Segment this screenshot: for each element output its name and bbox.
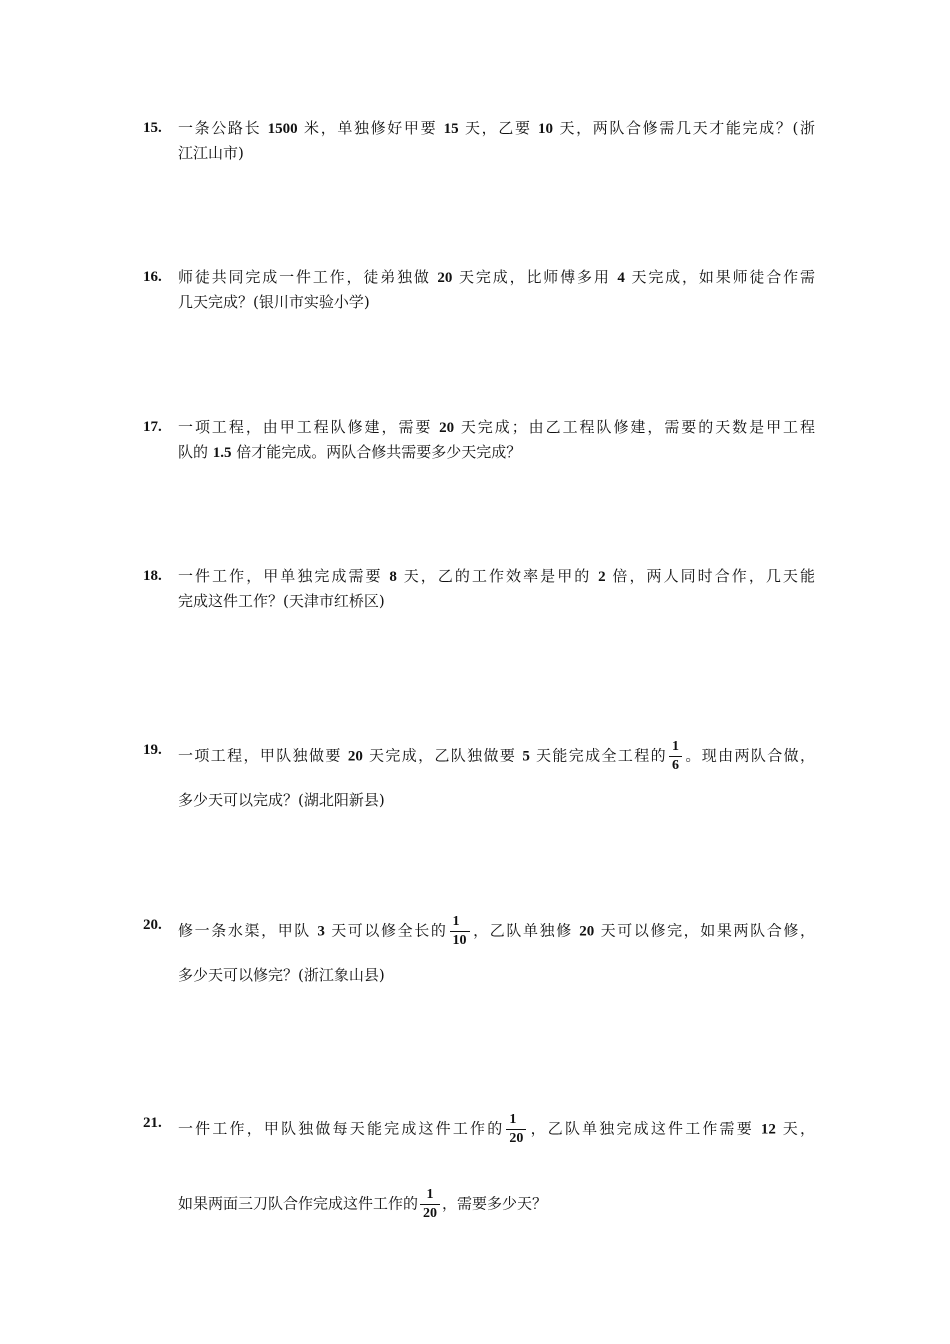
problem-18 <box>143 564 815 624</box>
fraction-numerator: 1 <box>506 1111 526 1130</box>
text-run: 天，乙要 <box>458 119 539 137</box>
fraction-denominator: 10 <box>452 933 467 948</box>
problem-17 <box>143 415 815 475</box>
text-run: 天，乙的工作效率是甲的 <box>396 567 599 585</box>
fraction <box>450 913 470 950</box>
text-run: 天， <box>775 1119 815 1138</box>
text-run: 天完成；由乙工程队修建，需要的天数是甲工程 <box>454 418 815 436</box>
number-value: 5 <box>522 748 530 765</box>
text-run: 倍才能完成。两队合修共需要多少天完成？ <box>231 443 522 461</box>
text-run: 一项工程，由甲工程队修建，需要 <box>178 418 440 436</box>
fraction-denominator: 20 <box>423 1206 438 1221</box>
problem-line <box>178 116 815 141</box>
number-value: 1500 <box>267 121 298 137</box>
number-value: 4 <box>617 270 625 286</box>
number-value: 20 <box>437 270 453 286</box>
problem-number: 18. <box>143 568 162 584</box>
text-run: 多少天可以完成？(湖北阳新县) <box>178 791 385 809</box>
text-run: 天可以修全长的 <box>324 921 448 940</box>
number-value: 12 <box>760 1121 776 1138</box>
problem-19 <box>143 738 815 818</box>
problem-number: 20. <box>143 917 162 933</box>
number-value: 1.5 <box>212 445 232 461</box>
fraction-numerator: 1 <box>669 738 682 757</box>
problem-line <box>178 265 815 290</box>
text-run: 一条公路长 <box>178 119 268 137</box>
text-run: 天可以修完，如果两队合修， <box>594 921 815 940</box>
fraction <box>420 1186 440 1223</box>
text-run: 天能完成全工程的 <box>529 746 668 765</box>
problem-line <box>178 415 815 440</box>
text-run: 几天完成？(银川市实验小学) <box>178 293 370 311</box>
fraction-denominator: 6 <box>672 758 680 773</box>
problem-line <box>178 963 815 987</box>
problem-line <box>178 589 815 613</box>
text-run: 江江山市) <box>178 144 244 162</box>
problem-number: 15. <box>143 120 162 136</box>
problem-number: 17. <box>143 419 162 435</box>
problem-number: 21. <box>143 1115 162 1131</box>
number-value: 8 <box>389 569 397 585</box>
fraction-numerator: 1 <box>450 913 470 932</box>
problem-number: 19. <box>143 742 162 758</box>
number-value: 10 <box>538 121 554 137</box>
number-value: 2 <box>598 569 606 585</box>
fraction <box>506 1111 526 1148</box>
problem-line <box>178 913 815 950</box>
text-run: 多少天可以修完？(浙江象山县) <box>178 966 385 984</box>
text-run: 修一条水渠，甲队 <box>178 921 318 940</box>
text-run: 天，两队合修需几天才能完成？(浙 <box>553 119 815 137</box>
text-run: 队的 <box>178 443 213 461</box>
problem-21 <box>143 1111 815 1221</box>
fraction <box>669 738 682 775</box>
text-run: 一项工程，甲队独做要 <box>178 746 348 765</box>
text-run: 。现由两队合做， <box>684 746 815 765</box>
number-value: 15 <box>443 121 459 137</box>
text-run: 米，单独修好甲要 <box>297 119 444 137</box>
problem-line <box>178 1186 815 1223</box>
text-run: ，需要多少天？ <box>442 1194 548 1213</box>
number-value: 20 <box>347 748 363 765</box>
text-run: 倍，两人同时合作，几天能 <box>605 567 815 585</box>
text-run: 师徒共同完成一件工作，徒弟独做 <box>178 268 438 286</box>
problem-line <box>178 141 815 165</box>
text-run: 一件工作，甲队独做每天能完成这件工作的 <box>178 1119 505 1138</box>
text-run: 天完成，比师傅多用 <box>452 268 618 286</box>
problem-line <box>178 1111 815 1148</box>
text-run: ，乙队单独修 <box>471 921 580 940</box>
problem-16 <box>143 265 815 325</box>
fraction-numerator: 1 <box>420 1186 440 1205</box>
problem-line <box>178 290 815 314</box>
number-value: 20 <box>579 923 595 940</box>
problem-line <box>178 440 815 465</box>
problem-line <box>178 564 815 589</box>
text-run: 一件工作，甲单独完成需要 <box>178 567 390 585</box>
text-run: 天完成，乙队独做要 <box>362 746 523 765</box>
text-run: 天完成，如果师徒合作需 <box>624 268 815 286</box>
fraction-denominator: 20 <box>509 1131 524 1146</box>
problem-15 <box>143 116 815 176</box>
problem-line <box>178 738 815 775</box>
problem-20 <box>143 913 815 993</box>
problem-number: 16. <box>143 269 162 285</box>
text-run: 完成这件工作？(天津市红桥区) <box>178 592 385 610</box>
text-run: ，乙队单独完成这件工作需要 <box>528 1119 761 1138</box>
number-value: 20 <box>439 420 455 436</box>
problem-line <box>178 788 815 812</box>
number-value: 3 <box>317 923 325 940</box>
text-run: 如果两面三刀队合作完成这件工作的 <box>178 1194 419 1213</box>
